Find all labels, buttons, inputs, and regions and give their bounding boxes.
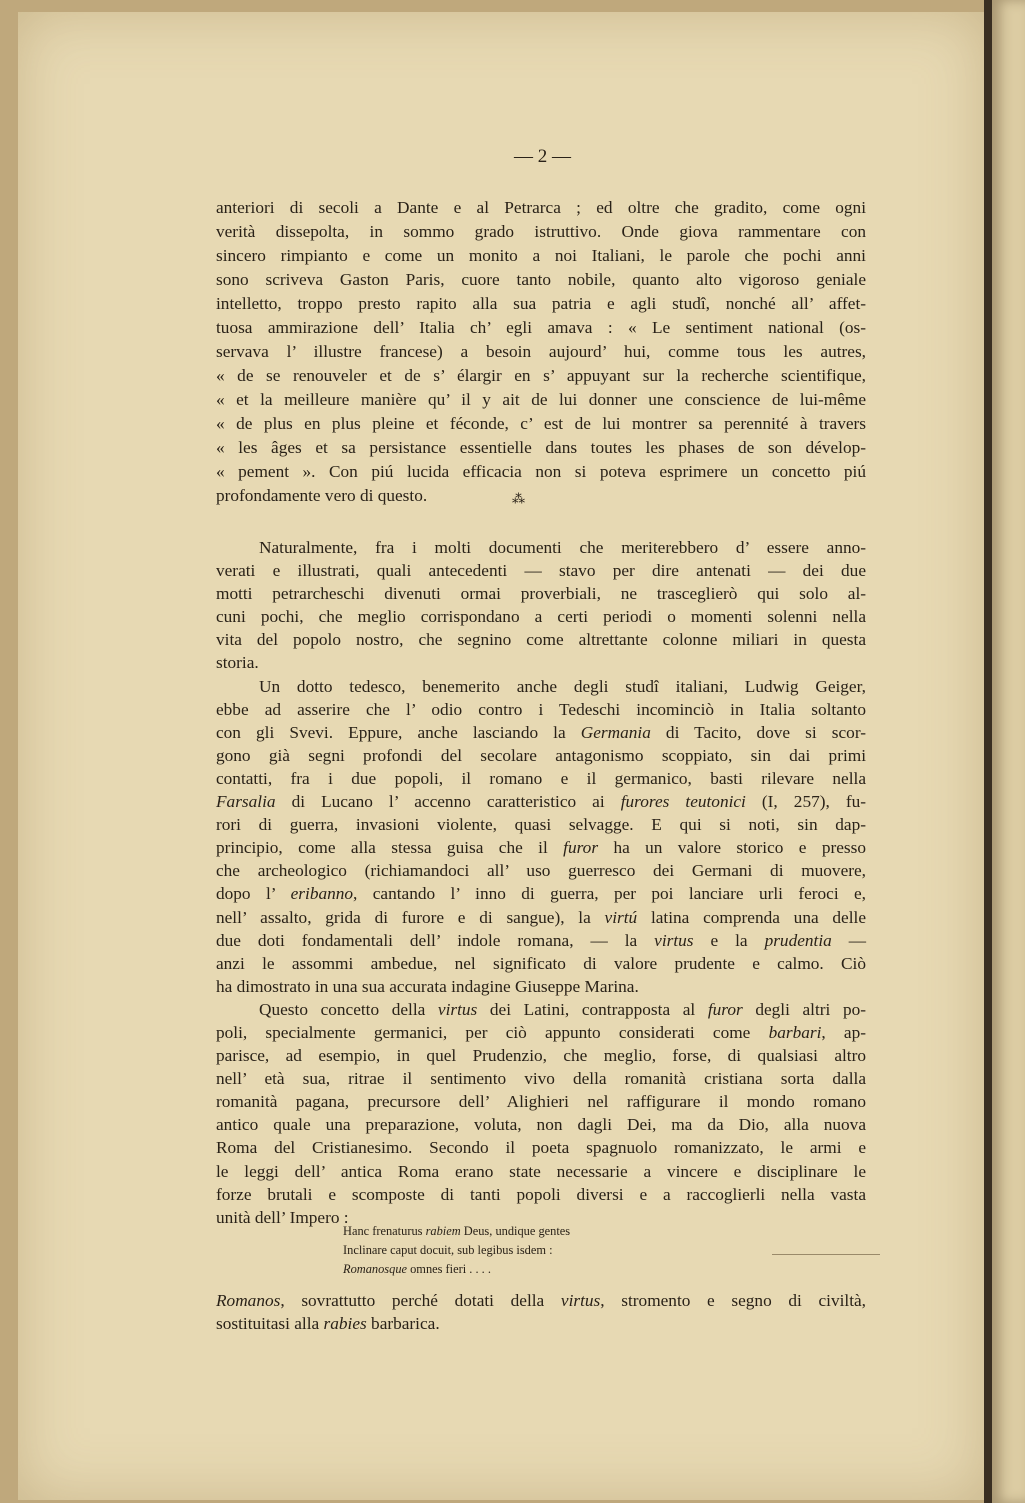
- main-text-body: [216, 536, 866, 1229]
- text-line: [216, 975, 866, 998]
- text-segment: « de se renouveler et de s’ élargir en s’ appuyant sur la recherche scientifique,: [216, 366, 866, 385]
- text-segment: tuosa ammirazione dell’ Italia ch’ egli amava : « Le sentiment national (os-: [216, 318, 866, 337]
- text-line: [343, 1241, 570, 1260]
- text-segment: profondamente vero di questo.: [216, 486, 428, 505]
- italic-segment: furores teutonici: [620, 792, 746, 812]
- text-line: [216, 436, 866, 460]
- text-segment: dei Latini, contrapposta al: [477, 999, 708, 1019]
- text-line: [216, 292, 866, 316]
- text-segment: ebbe ad asserire che l’ odio contro i Tedeschi incominciò in Italia soltanto: [216, 699, 866, 719]
- text-segment: anzi le assommi ambedue, nel significato di valore prudente e calmo. Ciò: [216, 953, 866, 973]
- text-segment: ha un valore storico e presso: [598, 838, 866, 858]
- text-segment: antico quale una preparazione, voluta, non dagli Dei, ma da Dio, alla nuova: [216, 1115, 866, 1135]
- text-segment: « pement ». Con piú lucida efficacia non si poteva esprimere un concetto piú: [216, 462, 866, 481]
- italic-segment: prudentia: [764, 930, 832, 950]
- text-line: [216, 767, 866, 790]
- text-line: [216, 744, 866, 767]
- text-segment: anteriori di secoli a Dante e al Petrarca ; ed oltre che gradito, come ogni: [216, 198, 866, 217]
- text-segment: due doti fondamentali dell’ indole romana, — la: [216, 930, 655, 950]
- text-line: [216, 244, 866, 268]
- text-segment: , sovrattutto perché dotati della: [280, 1291, 561, 1310]
- text-line: [343, 1222, 570, 1241]
- text-line: [216, 1183, 866, 1206]
- text-line: [216, 1113, 866, 1136]
- text-line: [216, 220, 866, 244]
- text-line: [216, 721, 866, 744]
- text-segment: nell’ assalto, grida di furore e di sangue), la: [216, 907, 605, 927]
- text-segment: verati e illustrati, quali antecedenti — stavo per dire antenati — dei due: [216, 561, 866, 581]
- text-segment: dopo l’: [216, 884, 291, 904]
- text-line: [216, 1160, 866, 1183]
- latin-verse-quote: [343, 1222, 570, 1279]
- text-line: [216, 698, 866, 721]
- text-line: [216, 906, 866, 929]
- text-line: [216, 628, 866, 651]
- text-line: [216, 1090, 866, 1113]
- text-line: [216, 484, 866, 508]
- text-line: [216, 1044, 866, 1067]
- text-segment: degli altri po-: [742, 999, 866, 1019]
- text-segment: Roma del Cristianesimo. Secondo il poeta spagnuolo romanizzato, le armi e: [216, 1138, 866, 1158]
- text-line: [216, 460, 866, 484]
- text-segment: motti petrarcheschi divenuti ormai proverbiali, ne trasceglierò qui solo al-: [216, 584, 866, 604]
- text-segment: cuni pochi, che meglio corrispondano a certi periodi o momenti solenni nella: [216, 607, 866, 627]
- text-segment: contatti, fra i due popoli, il romano e il germanico, basti rilevare nella: [216, 768, 866, 788]
- text-line: [216, 1312, 866, 1335]
- text-segment: , ap-: [821, 1022, 866, 1042]
- text-line: [216, 412, 866, 436]
- text-segment: storia.: [216, 653, 259, 673]
- text-segment: romanità pagana, precursore dell’ Alighieri nel raffigurare il mondo romano: [216, 1092, 866, 1112]
- italic-segment: Romanos: [216, 1291, 281, 1310]
- italic-segment: virtus: [437, 999, 478, 1019]
- text-segment: Deus, undique gentes: [460, 1224, 571, 1238]
- text-segment: —: [831, 930, 867, 950]
- text-line: [216, 364, 866, 388]
- text-line: [216, 836, 866, 859]
- text-line: [216, 790, 866, 813]
- text-line: [216, 1067, 866, 1090]
- text-segment: sincero rimpianto e come un monito a noi Italiani, le parole che pochi anni: [216, 246, 866, 265]
- text-line: [216, 1289, 866, 1312]
- text-segment: poli, specialmente germanici, per ciò appunto considerati come: [216, 1022, 769, 1042]
- text-segment: gono già segni profondi del secolare antagonismo scoppiato, sin dai primi: [216, 745, 866, 765]
- italic-segment: rabiem: [425, 1224, 461, 1238]
- text-segment: , stromento e segno di civiltà,: [600, 1291, 866, 1310]
- text-line: [216, 1136, 866, 1159]
- italic-segment: Romanosque: [343, 1262, 408, 1276]
- text-line: [216, 196, 866, 220]
- text-line: [216, 1021, 866, 1044]
- paragraph-gaston-paris: [216, 196, 866, 508]
- text-segment: ha dimostrato in una sua accurata indagine Giuseppe Marina.: [216, 976, 639, 996]
- text-line: [216, 813, 866, 836]
- text-segment: Un dotto tedesco, benemerito anche degli studî italiani, Ludwig Geiger,: [259, 676, 866, 696]
- text-line: [216, 998, 866, 1021]
- text-segment: Naturalmente, fra i molti documenti che meriterebbero d’ essere anno-: [259, 538, 866, 557]
- italic-segment: Farsalia: [216, 792, 276, 812]
- text-segment: con gli Svevi. Eppure, anche lasciando la: [216, 722, 581, 742]
- text-segment: « et la meilleure manière qu’ il y ait de lui donner une conscience de lui-même: [216, 390, 866, 409]
- text-line: [216, 605, 866, 628]
- text-line: [343, 1260, 570, 1279]
- text-segment: vita del popolo nostro, che segnino come altrettante colonne miliari in questa: [216, 630, 866, 650]
- text-line: [216, 388, 866, 412]
- italic-segment: furor: [707, 999, 743, 1019]
- text-segment: intelletto, troppo presto rapito alla sua patria e agli studî, nonché all’ affet-: [216, 294, 866, 313]
- text-line: [216, 675, 866, 698]
- text-segment: « de plus en plus pleine et féconde, c’ est de lui montrer sa perennité à travers: [216, 414, 866, 433]
- page-number: — 2 —: [514, 146, 571, 167]
- text-segment: nell’ età sua, ritrae il sentimento vivo della romanità cristiana sorta dalla: [216, 1069, 866, 1089]
- text-segment: latina comprenda una delle: [637, 907, 866, 927]
- text-segment: unità dell’ Impero :: [216, 1207, 349, 1227]
- text-segment: sono scriveva Gaston Paris, cuore tanto nobile, quanto alto vigoroso geniale: [216, 270, 866, 289]
- text-segment: e la: [693, 930, 765, 950]
- text-line: [216, 268, 866, 292]
- text-segment: (I, 257), fu-: [745, 792, 866, 812]
- italic-segment: eribanno: [290, 884, 354, 904]
- italic-segment: barbari: [768, 1022, 822, 1042]
- footnote-rule: [772, 1254, 880, 1255]
- facing-page-edge: [992, 0, 1025, 1503]
- text-segment: verità dissepolta, in sommo grado istruttivo. Onde giova rammentare con: [216, 222, 866, 241]
- italic-segment: furor: [563, 838, 599, 858]
- text-line: [216, 582, 866, 605]
- text-segment: forze brutali e scomposte di tanti popoli diversi e a raccoglierli nella vasta: [216, 1184, 866, 1204]
- text-segment: le leggi dell’ antica Roma erano state necessarie a vincere e disciplinare le: [216, 1161, 866, 1181]
- italic-segment: Germania: [580, 722, 651, 742]
- text-segment: principio, come alla stessa guisa che il: [216, 838, 564, 858]
- text-segment: di Tacito, dove si scor-: [650, 722, 866, 742]
- text-line: [216, 536, 866, 559]
- text-line: [216, 859, 866, 882]
- text-segment: omnes fieri . . . .: [407, 1262, 491, 1276]
- text-segment: che archeologico (richiamandoci all’ uso guerresco dei Germani di muovere,: [216, 861, 866, 881]
- closing-paragraph: [216, 1289, 866, 1335]
- text-line: [216, 929, 866, 952]
- text-segment: Questo concetto della: [259, 999, 438, 1019]
- italic-segment: rabies: [323, 1314, 367, 1334]
- italic-segment: virtú: [604, 907, 638, 927]
- text-line: [216, 651, 866, 674]
- text-segment: sostituitasi alla: [216, 1314, 324, 1334]
- text-segment: servava l’ illustre francese) a besoin aujourd’ hui, comme tous les autres,: [216, 342, 866, 361]
- text-segment: parisce, ad esempio, in quel Prudenzio, che meglio, forse, di qualsiasi altro: [216, 1046, 866, 1066]
- text-line: [216, 340, 866, 364]
- text-line: [216, 952, 866, 975]
- text-segment: di Lucano l’ accenno caratteristico ai: [275, 792, 621, 812]
- text-line: [216, 882, 866, 905]
- text-segment: Hanc frenaturus: [343, 1224, 426, 1238]
- text-segment: rori di guerra, invasioni violente, quasi selvagge. E qui si noti, sin dap-: [216, 815, 866, 835]
- text-segment: « les âges et sa persistance essentielle dans toutes les phases de son dévelop-: [216, 438, 866, 457]
- text-line: [216, 316, 866, 340]
- italic-segment: virtus: [560, 1291, 601, 1310]
- asterism-separator: ⁂: [512, 491, 525, 506]
- text-segment: , cantando l’ inno di guerra, per poi lanciare urli feroci e,: [353, 884, 867, 904]
- text-segment: barbarica.: [366, 1314, 440, 1334]
- text-segment: Inclinare caput docuit, sub legibus isdem :: [343, 1243, 553, 1257]
- text-line: [216, 559, 866, 582]
- italic-segment: virtus: [654, 930, 694, 950]
- book-gutter: [984, 0, 992, 1503]
